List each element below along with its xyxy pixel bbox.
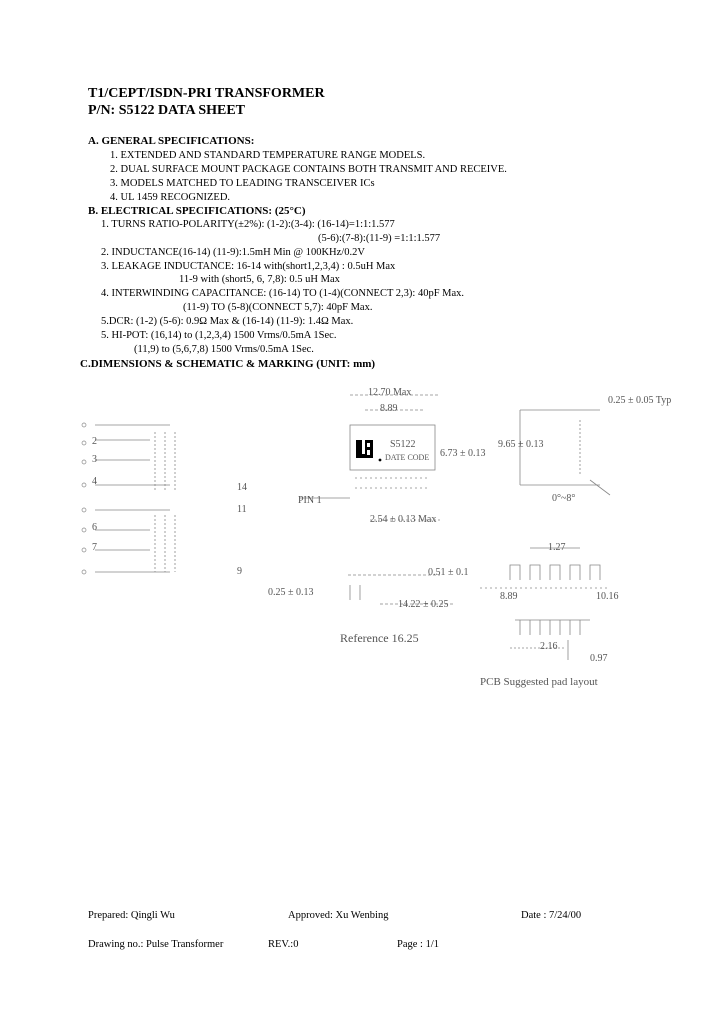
dim-height: 6.73 ± 0.13 — [440, 448, 486, 459]
revision: REV.:0 — [268, 939, 299, 950]
marking-part: S5122 — [390, 439, 416, 450]
dim-pin-pitch: 2.54 ± 0.13 Max — [370, 514, 437, 525]
general-heading: A. GENERAL SPECIFICATIONS: — [88, 135, 255, 147]
dim-top-width: 12.70 Max — [368, 387, 412, 398]
general-item: 1. EXTENDED AND STANDARD TEMPERATURE RANGE MODELS. — [110, 150, 426, 161]
electrical-line: (11,9) to (5,6,7,8) 1500 Vrms/0.5mA 1Sec. — [134, 344, 314, 355]
drawing-number: Drawing no.: Pulse Transformer — [88, 939, 224, 950]
approved-by: Approved: Xu Wenbing — [288, 910, 389, 921]
pin-label: 11 — [237, 504, 247, 515]
reference-length: Reference 16.25 — [340, 631, 419, 645]
page-title: T1/CEPT/ISDN-PRI TRANSFORMER — [88, 86, 325, 101]
general-item: 3. MODELS MATCHED TO LEADING TRANSCEIVER ICs — [110, 178, 375, 189]
electrical-line: 5. HI-POT: (16,14) to (1,2,3,4) 1500 Vrms/0.5mA 1Sec. — [101, 330, 337, 341]
pin-dot — [82, 441, 86, 445]
electrical-heading: B. ELECTRICAL SPECIFICATIONS: (25°C) — [88, 205, 306, 217]
electrical-line: 3. LEAKAGE INDUCTANCE: 16-14 with(short1,2,3,4) : 0.5uH Max — [101, 261, 396, 272]
pin-one-label: PIN 1 — [298, 495, 322, 506]
electrical-line: 2. INDUCTANCE(16-14) (11-9):1.5mH Min @ 100KHz/0.2V — [101, 247, 365, 258]
dimensions-heading: C.DIMENSIONS & SCHEMATIC & MARKING (UNIT: mm) — [80, 358, 376, 370]
brand-logo — [356, 440, 381, 461]
dim-lead-angle: 0°~8° — [552, 493, 576, 504]
part-number-title: P/N: S5122 DATA SHEET — [88, 103, 246, 118]
dim-lead-length: 0.51 ± 0.1 — [428, 567, 469, 578]
prepared-by: Prepared: Qingli Wu — [88, 910, 175, 921]
pin-label: 14 — [237, 482, 247, 493]
pin-dot — [82, 528, 86, 532]
dim-pad-pitch: 1.27 — [548, 542, 566, 553]
pin-label: 7 — [92, 542, 97, 553]
page-number: Page : 1/1 — [397, 939, 439, 950]
dim-lead-thickness: 0.25 ± 0.05 Typ — [608, 395, 672, 406]
dim-pad-right: 10.16 — [596, 591, 619, 602]
electrical-line: 5.DCR: (1-2) (5-6): 0.9Ω Max & (16-14) (11-9): 1.4Ω Max. — [101, 316, 354, 327]
pad-row-top — [510, 565, 600, 580]
pin-label: 3 — [92, 454, 97, 465]
pin-label: 6 — [92, 522, 97, 533]
pin-label: 2 — [92, 436, 97, 447]
dim-side-height: 9.65 ± 0.13 — [498, 439, 544, 450]
electrical-line: 11-9 with (short5, 6, 7,8): 0.5 uH Max — [179, 274, 340, 285]
electrical-line: 1. TURNS RATIO-POLARITY(±2%): (1-2):(3-4): (16-14)=1:1:1.577 — [101, 219, 395, 230]
pin-dot — [82, 483, 86, 487]
dim-inner-width: 8.89 — [380, 403, 398, 414]
document-date: Date : 7/24/00 — [521, 910, 582, 921]
pin-dot — [82, 570, 86, 574]
dim-standoff: 0.25 ± 0.13 — [268, 587, 314, 598]
general-item: 4. UL 1459 RECOGNIZED. — [110, 192, 231, 203]
dim-pad-left: 8.89 — [500, 591, 518, 602]
dim-lead-span: 14.22 ± 0.25 — [398, 599, 449, 610]
general-item: 2. DUAL SURFACE MOUNT PACKAGE CONTAINS BOTH TRANSMIT AND RECEIVE. — [110, 164, 507, 175]
dim-pad-width: 0.97 — [590, 653, 608, 664]
dim-pad-length: 2.16 — [540, 641, 558, 652]
pin-dot — [82, 423, 86, 427]
marking-date: DATE CODE — [385, 453, 430, 462]
pin-dot — [82, 460, 86, 464]
pad-row-bottom — [520, 620, 580, 635]
pin-label: 4 — [92, 476, 97, 487]
pin-label: 9 — [237, 566, 242, 577]
lead-angle-line — [590, 480, 610, 495]
electrical-line: 4. INTERWINDING CAPACITANCE: (16-14) TO (1-4)(CONNECT 2,3): 40pF Max. — [101, 288, 465, 299]
pin-dot — [82, 508, 86, 512]
electrical-line: (11-9) TO (5-8)(CONNECT 5,7): 40pF Max. — [183, 302, 373, 313]
pcb-layout-note: PCB Suggested pad layout — [480, 676, 598, 688]
electrical-line: (5-6):(7-8):(11-9) =1:1:1.577 — [318, 233, 441, 244]
pin-dot — [82, 548, 86, 552]
